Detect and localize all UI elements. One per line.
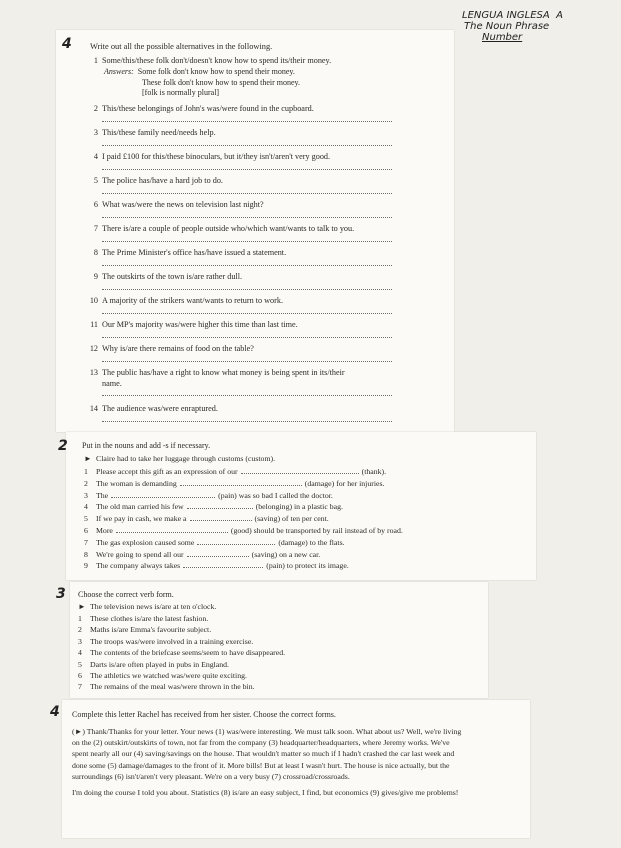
item-number: 1 xyxy=(78,614,82,623)
item-number: 10 xyxy=(89,296,98,305)
item-number: 13 xyxy=(89,368,98,377)
exercise-2-example xyxy=(84,454,275,463)
item-number: 9 xyxy=(93,272,98,281)
item-text: I paid £100 for this/these binoculars, but it/they isn't/aren't very good. xyxy=(102,152,331,161)
answer-line-blank[interactable] xyxy=(102,265,392,266)
item-text: The Prime Minister's office has/have issued a statement. xyxy=(102,248,287,257)
item-number: 5 xyxy=(84,514,88,524)
item-text-before: We're going to spend all our xyxy=(96,549,184,559)
exercise-2-item xyxy=(84,490,333,500)
item-number: 12 xyxy=(89,344,98,353)
item-number: 7 xyxy=(93,224,98,233)
answer-line-blank[interactable] xyxy=(102,313,392,314)
example-marker: ► xyxy=(84,454,92,463)
answer-line-blank[interactable] xyxy=(102,361,392,362)
exercise-4-letter xyxy=(72,726,466,798)
blank-gap[interactable] xyxy=(111,490,215,498)
exercise-1-item xyxy=(82,104,314,114)
item-text: The police has/have a hard job to do. xyxy=(102,176,223,185)
item-number: 2 xyxy=(84,478,88,488)
exercise-2-item xyxy=(84,478,384,488)
answer-line: These folk don't know how to spend their money. xyxy=(142,77,301,87)
item-number: 7 xyxy=(84,537,88,547)
header-topic: The Noun Phrase xyxy=(464,21,550,32)
exercise-2-instruction: Put in the nouns and add -s if necessary. xyxy=(82,441,211,450)
exercise-2-item xyxy=(84,560,349,570)
exercise-1-item xyxy=(82,296,283,306)
item-number: 3 xyxy=(78,636,82,646)
item-13-continuation: name. xyxy=(102,379,122,388)
item-number: 3 xyxy=(84,490,88,500)
exercise-1-item xyxy=(82,344,254,354)
item-text: What was/were the news on television last night? xyxy=(102,200,264,209)
exercise-3-item xyxy=(78,637,253,646)
item-text-before: The woman is demanding xyxy=(96,478,177,488)
item-text: Our MP's majority was/were higher this time than last time. xyxy=(102,320,298,329)
item-number: 4 xyxy=(93,152,98,161)
item-text-before: More xyxy=(96,526,113,535)
exercise-2-item xyxy=(84,501,343,511)
item-text-after: (pain) was so bad I called the doctor. xyxy=(218,490,333,500)
exercise-1-item xyxy=(82,56,331,66)
exercise-3-item xyxy=(78,625,211,634)
item-text: The athletics we watched was/were quite exciting. xyxy=(90,671,247,680)
exercise-1-number: 4 xyxy=(62,36,72,52)
example-marker: ► xyxy=(78,602,86,611)
item-text: This/these belongings of John's was/were found in the cupboard. xyxy=(102,104,314,113)
header-letter: A xyxy=(556,10,563,21)
exercise-3-item xyxy=(78,660,229,669)
example-answers xyxy=(104,67,300,99)
exercise-1-item xyxy=(82,368,345,378)
item-number: 3 xyxy=(93,128,98,137)
item-number: 7 xyxy=(78,682,82,692)
letter-paragraph-2: I'm doing the course I told you about. Statistics (8) is/are an easy subject, I find, but economics (9) gives/give me problems! xyxy=(72,788,459,798)
blank-gap[interactable] xyxy=(116,525,228,533)
exercise-3-example-text: The television news is/are at ten o'clock. xyxy=(90,602,217,611)
item-text: There is/are a couple of people outside who/which want/wants to talk to you. xyxy=(102,224,355,233)
answers-label: Answers: xyxy=(104,67,134,76)
item-text-after: (damage) to the flats. xyxy=(278,537,345,547)
item-number: 5 xyxy=(93,176,98,185)
item-text-before: The gas explosion caused some xyxy=(96,537,195,547)
blank-gap[interactable] xyxy=(241,466,359,474)
item-text-after: (good) should be transported by rail instead of by road. xyxy=(230,526,403,535)
item-number: 11 xyxy=(90,320,98,329)
exercise-1-item xyxy=(82,320,298,330)
exercise-2-number: 2 xyxy=(58,438,68,454)
exercise-1-item xyxy=(82,176,223,186)
item-text: Maths is/are Emma's favourite subject. xyxy=(90,625,212,635)
item-number: 6 xyxy=(93,200,98,209)
blank-gap[interactable] xyxy=(187,549,249,557)
item-number: 1 xyxy=(93,56,98,65)
blank-gap[interactable] xyxy=(190,513,252,521)
item-text: The outskirts of the town is/are rather dull. xyxy=(102,272,243,281)
item-text-after: (pain) to protect its image. xyxy=(266,561,349,571)
exercise-1-item xyxy=(82,152,330,162)
item-number: 2 xyxy=(78,625,82,635)
answer-line-blank[interactable] xyxy=(102,193,392,194)
blank-gap[interactable] xyxy=(180,478,302,486)
item-text-after: (belonging) in a plastic bag. xyxy=(255,502,343,512)
item-text-before: Please accept this gift as an expression of our xyxy=(96,467,238,476)
answer-line-blank[interactable] xyxy=(102,421,392,422)
exercise-3-example xyxy=(78,602,216,611)
item-text: This/these family need/needs help. xyxy=(102,128,216,137)
item-text: These clothes is/are the latest fashion. xyxy=(90,614,209,623)
answer-line-blank[interactable] xyxy=(102,145,392,146)
exercise-1-item xyxy=(82,272,242,282)
header-subtopic: Number xyxy=(482,32,523,43)
item-text-after: (damage) for her injuries. xyxy=(304,478,385,488)
exercise-1-item xyxy=(82,404,218,414)
exercise-2-item xyxy=(84,525,403,535)
item-text: The troops was/were involved in a training exercise. xyxy=(90,636,254,646)
answer-line-blank[interactable] xyxy=(102,217,392,218)
answer-line-blank[interactable] xyxy=(102,241,392,242)
item-text-before: If we pay in cash, we make a xyxy=(96,514,187,524)
answer-line-blank[interactable] xyxy=(102,169,392,170)
exercise-3-item xyxy=(78,671,247,680)
item-text: Why is/are there remains of food on the table? xyxy=(102,344,254,353)
exercise-1-item xyxy=(82,200,264,210)
item-text: Darts is/are often played in pubs in England. xyxy=(90,659,230,669)
answer-line: [folk is normally plural] xyxy=(142,88,220,97)
item-number: 8 xyxy=(93,248,98,257)
exercise-2-item xyxy=(84,513,329,523)
exercise-3-number: 3 xyxy=(56,586,66,602)
item-number: 2 xyxy=(93,104,98,113)
item-text: Some/this/these folk don't/doesn't know how to spend its/their money. xyxy=(102,56,332,65)
item-text-after: (saving) of ten per cent. xyxy=(254,514,329,524)
header-note xyxy=(462,10,563,43)
blank-gap[interactable] xyxy=(187,501,253,509)
blank-gap[interactable] xyxy=(183,560,263,568)
answer-line-blank[interactable] xyxy=(102,395,392,396)
exercise-2-example-text: Claire had to take her luggage through customs (custom). xyxy=(96,454,276,463)
item-text: The public has/have a right to know what money is being spent in its/their xyxy=(102,368,345,377)
item-number: 6 xyxy=(84,526,88,535)
answer-line-blank[interactable] xyxy=(102,289,392,290)
exercise-1-item xyxy=(82,224,354,234)
item-text: A majority of the strikers want/wants to return to work. xyxy=(102,296,283,305)
answer-line-blank[interactable] xyxy=(102,337,392,338)
exercise-3-item xyxy=(78,648,285,657)
item-number: 4 xyxy=(84,502,88,512)
item-text-before: The company always takes xyxy=(96,561,181,571)
item-text-after: (saving) on a new car. xyxy=(251,549,321,559)
item-number: 8 xyxy=(84,549,88,559)
exercise-3-item xyxy=(78,614,208,623)
exercise-3-item xyxy=(78,682,255,691)
item-number: 14 xyxy=(89,404,98,413)
item-text-after: (thank). xyxy=(361,467,387,476)
item-text-before: The xyxy=(96,490,109,500)
item-number: 9 xyxy=(84,561,88,571)
item-number: 5 xyxy=(78,659,82,669)
exercise-1-instruction: Write out all the possible alternatives in the following. xyxy=(90,42,273,51)
exercise-2-item xyxy=(84,537,345,547)
item-text: The contents of the briefcase seems/seem to have disappeared. xyxy=(90,648,286,658)
item-text-before: The old man carried his few xyxy=(96,502,184,512)
item-number: 1 xyxy=(84,467,88,476)
blank-gap[interactable] xyxy=(197,537,275,545)
exercise-1-item xyxy=(82,128,216,138)
exercise-2-item xyxy=(84,549,320,559)
answer-line-blank[interactable] xyxy=(102,121,392,122)
exercise-4-number: 4 xyxy=(50,704,60,720)
item-text: The audience was/were enraptured. xyxy=(102,404,218,413)
item-number: 6 xyxy=(78,671,82,680)
item-number: 4 xyxy=(78,648,82,658)
exercise-2-item xyxy=(84,466,386,476)
exercise-3-instruction: Choose the correct verb form. xyxy=(78,590,174,599)
letter-paragraph-1: (►) Thank/Thanks for your letter. Your news (1) was/were interesting. We must talk soon. What about us? Well, we're living on the (2) outskirt/outskirts of town, not far from the company (3) headquarter/headquarters, where Jeremy works. We've spent nearly all our (4) saving/savings on the house. That wouldn't matter so much if I hadn't crashed the car last week and done some (5) damage/damages to the front of it. More bills! But at least I wasn't hurt. The house is nice actually, but the surroundings (6) isn't/aren't very pleasant. We're on a very busy (7) crossroad/crossroads. xyxy=(72,727,462,781)
answer-line: Some folk don't know how to spend their money. xyxy=(137,67,295,76)
item-text: The remains of the meal was/were thrown in the bin. xyxy=(90,682,255,692)
exercise-4-instruction: Complete this letter Rachel has received from her sister. Choose the correct forms. xyxy=(72,710,336,719)
header-subject: LENGUA INGLESA xyxy=(462,10,550,21)
exercise-1-item xyxy=(82,248,286,258)
